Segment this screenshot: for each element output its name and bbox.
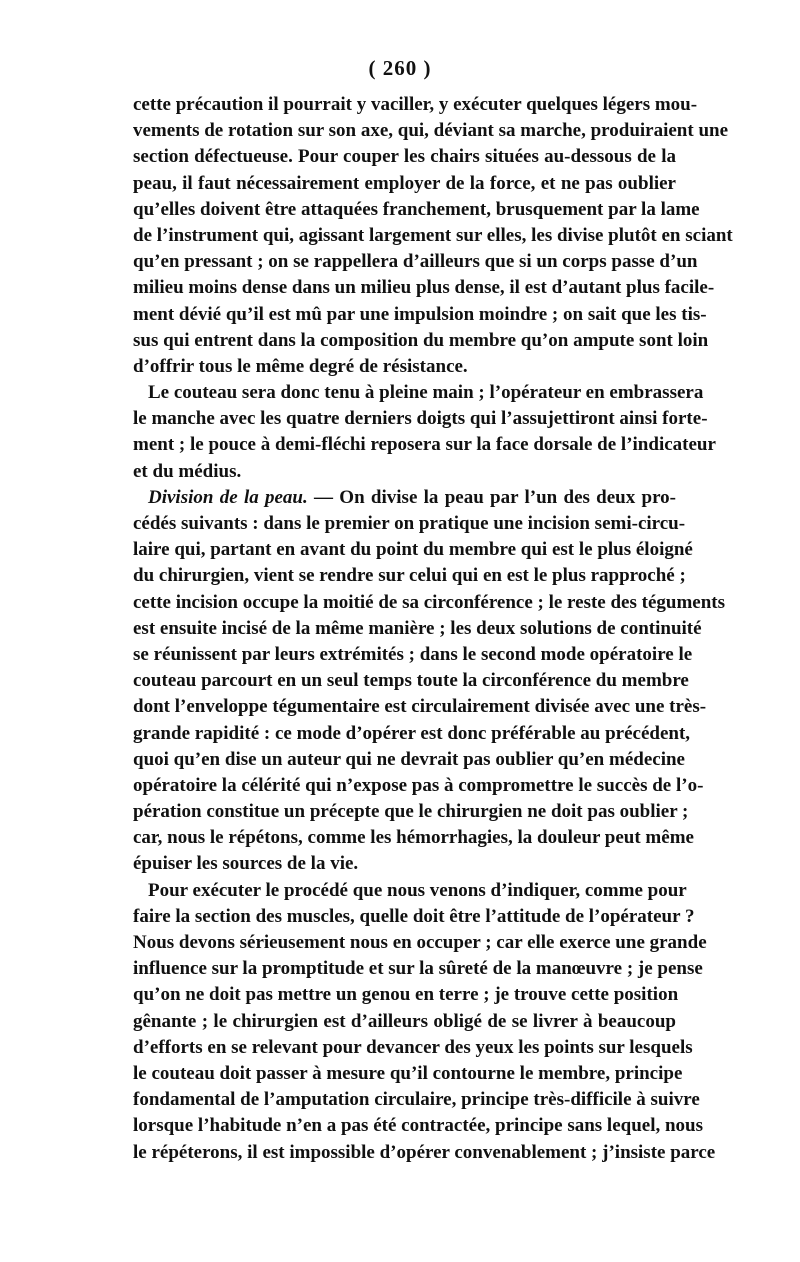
text-line xyxy=(133,485,676,511)
text-line xyxy=(133,1009,676,1035)
text-line xyxy=(133,851,676,877)
text-line xyxy=(133,1087,700,1113)
text-line xyxy=(133,956,703,982)
text-line xyxy=(133,825,694,851)
text-line xyxy=(133,878,687,904)
text-line xyxy=(133,406,708,432)
text-line xyxy=(133,668,689,694)
line-text: se réunissent par leurs extrémités ; dans le second mode opératoire le xyxy=(133,643,693,665)
text-line xyxy=(133,904,695,930)
text-line xyxy=(133,328,709,354)
line-text: faire la section des muscles, quelle doit être l’attitude de l’opérateur ? xyxy=(133,905,695,927)
text-line xyxy=(133,982,679,1008)
section-heading: Division de la peau. xyxy=(148,486,308,508)
text-line xyxy=(133,1140,716,1166)
text-line xyxy=(133,275,715,301)
line-text: d’offrir tous le même degré de résistance. xyxy=(133,355,468,377)
line-text: qu’elles doivent être attaquées franchement, brusquement par la lame xyxy=(133,198,700,220)
line-text: le manche avec les quatre derniers doigts qui l’assujettiront ainsi forte- xyxy=(133,408,708,430)
line-text: laire qui, partant en avant du point du membre qui est le plus éloigné xyxy=(133,539,693,561)
line-text: de l’instrument qui, agissant largement sur elles, les divise plutôt en sciant xyxy=(133,224,733,246)
line-text: cédés suivants : dans le premier on pratique une incision semi-circu- xyxy=(133,513,686,534)
text-line xyxy=(133,171,676,197)
text-line xyxy=(133,747,685,773)
line-text: grande rapidité : ce mode d’opérer est donc préférable au précédent, xyxy=(133,722,691,744)
text-line xyxy=(133,590,726,616)
text-line xyxy=(133,773,704,799)
line-text: influence sur la promptitude et sur la sûreté de la manœuvre ; je pense xyxy=(133,958,703,980)
text-line xyxy=(133,92,698,118)
text-line xyxy=(133,432,716,458)
text-line xyxy=(133,249,698,275)
line-text: épuiser les sources de la vie. xyxy=(133,853,359,875)
line-text: ment ; le pouce à demi-fléchi reposera sur la face dorsale de l’indicateur xyxy=(133,434,716,456)
line-text: lorsque l’habitude n’en a pas été contractée, principe sans lequel, nous xyxy=(133,1115,704,1137)
line-text: qu’en pressant ; on se rappellera d’ailleurs que si un corps passe d’un xyxy=(133,251,698,273)
line-text: pération constitue un précepte que le chirurgien ne doit pas oublier ; xyxy=(133,801,689,823)
line-text: quoi qu’en dise un auteur qui ne devrait pas oublier qu’en médecine xyxy=(133,748,685,770)
text-line xyxy=(133,1061,683,1087)
text-line xyxy=(133,302,707,328)
text-line xyxy=(133,721,691,747)
text-line xyxy=(133,1035,693,1061)
line-text: milieu moins dense dans un milieu plus dense, il est d’autant plus facile- xyxy=(133,277,715,299)
line-text: cette incision occupe la moitié de sa circonférence ; le reste des téguments xyxy=(133,591,726,613)
line-text: — On divise la peau par l’un des deux pro- xyxy=(307,486,676,508)
line-text: d’efforts en se relevant pour devancer des yeux les points sur lesquels xyxy=(133,1036,693,1058)
text-line xyxy=(133,537,693,563)
line-text: et du médius. xyxy=(133,460,242,482)
body-text xyxy=(133,92,733,1166)
line-text: opératoire la célérité qui n’expose pas à compromettre le succès de l’o- xyxy=(133,774,704,796)
line-text: cette précaution il pourrait y vaciller, y exécuter quelques légers mou- xyxy=(133,94,698,115)
line-text: couteau parcourt en un seul temps toute la circonférence du membre xyxy=(133,670,689,692)
text-line xyxy=(133,380,704,406)
text-line xyxy=(133,642,693,668)
line-text: qu’on ne doit pas mettre un genou en terre ; je trouve cette position xyxy=(133,984,679,1006)
line-text: du chirurgien, vient se rendre sur celui qui en est le plus rapproché ; xyxy=(133,565,686,587)
line-text: ment dévié qu’il est mû par une impulsion moindre ; on sait que les tis- xyxy=(133,303,707,325)
line-text: gênante ; le chirurgien est d’ailleurs obligé de se livrer à beaucoup xyxy=(133,1010,676,1032)
line-text: Le couteau sera donc tenu à pleine main ; l’opérateur en embrassera xyxy=(148,382,704,404)
text-line xyxy=(133,223,733,249)
page-number: ( 260 ) xyxy=(368,56,432,80)
line-text: Pour exécuter le procédé que nous venons d’indiquer, comme pour xyxy=(148,879,687,901)
line-text: est ensuite incisé de la même manière ; les deux solutions de continuité xyxy=(133,617,702,639)
line-text: Nous devons sérieusement nous en occuper ; car elle exerce une grande xyxy=(133,932,707,953)
text-line xyxy=(133,616,702,642)
line-text: dont l’enveloppe tégumentaire est circulairement divisée avec une très- xyxy=(133,696,707,718)
text-line xyxy=(133,354,676,380)
text-line xyxy=(133,511,686,537)
line-text: section défectueuse. Pour couper les chairs situées au-dessous de la xyxy=(133,146,676,168)
text-line xyxy=(133,563,686,589)
line-text: le répéterons, il est impossible d’opérer convenablement ; j’insiste parce xyxy=(133,1141,716,1163)
line-text: sus qui entrent dans la composition du membre qu’on ampute sont loin xyxy=(133,329,709,351)
text-line xyxy=(133,144,676,170)
text-line xyxy=(133,930,707,956)
text-line xyxy=(133,694,707,720)
text-line xyxy=(133,118,729,144)
line-text: le couteau doit passer à mesure qu’il contourne le membre, principe xyxy=(133,1062,683,1084)
line-text: fondamental de l’amputation circulaire, principe très-difficile à suivre xyxy=(133,1089,700,1111)
line-text: peau, il faut nécessairement employer de la force, et ne pas oublier xyxy=(133,172,676,194)
text-line xyxy=(133,197,700,223)
text-line xyxy=(133,459,676,485)
line-text: vements de rotation sur son axe, qui, déviant sa marche, produiraient une xyxy=(133,120,729,142)
text-line xyxy=(133,799,689,825)
text-line xyxy=(133,1113,704,1139)
line-text: car, nous le répétons, comme les hémorrhagies, la douleur peut même xyxy=(133,827,694,849)
